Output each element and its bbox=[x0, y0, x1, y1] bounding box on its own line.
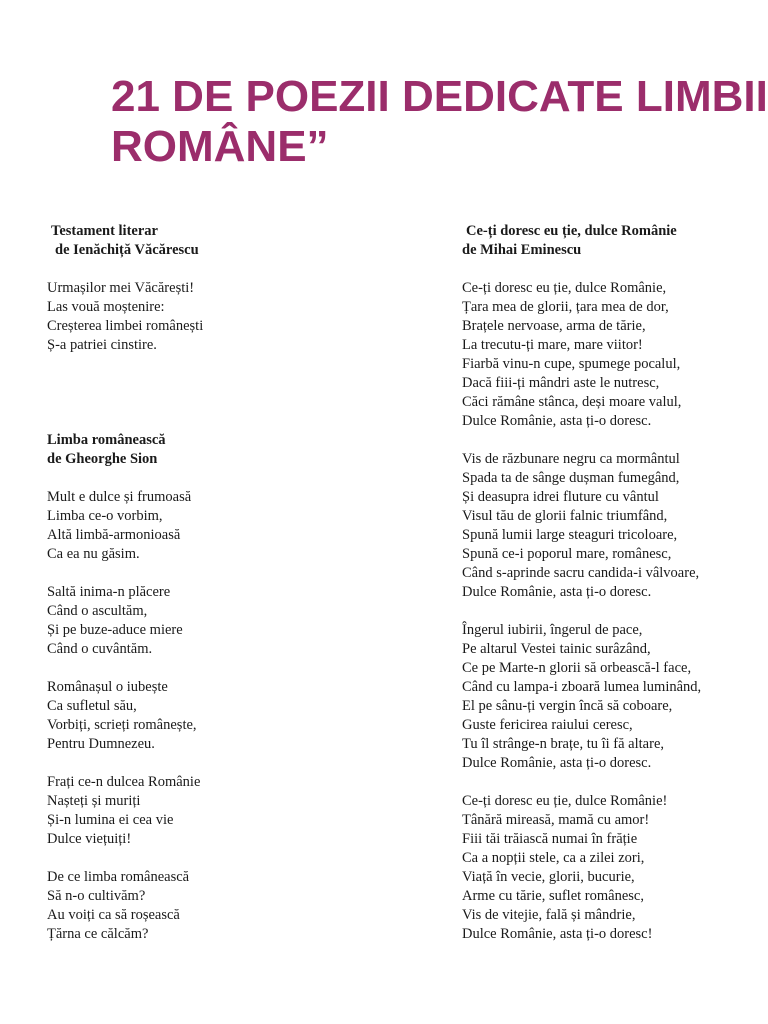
poem-heading bbox=[47, 222, 377, 260]
stanza bbox=[47, 678, 377, 754]
verse-line: Țara mea de glorii, țara mea de dor, bbox=[462, 299, 669, 315]
verse-line: Urmașilor mei Văcărești! bbox=[47, 280, 195, 296]
verse-line: Pe altarul Vestei tainic surâzând, bbox=[462, 641, 651, 657]
poem-heading bbox=[462, 222, 762, 260]
poem-title: Testament literar bbox=[51, 223, 158, 239]
verse-line: Dulce Românie, asta ți-o doresc! bbox=[462, 926, 653, 942]
verse-line: Brațele nervoase, arma de tărie, bbox=[462, 318, 646, 334]
verse-line: Tânără mireasă, mamă cu amor! bbox=[462, 812, 650, 828]
verse-line: Ș-a patriei cinstire. bbox=[47, 337, 157, 353]
verse-line: Tu îl strânge-n brațe, tu îi fă altare, bbox=[462, 736, 665, 752]
verse-line: Las vouă moștenire: bbox=[47, 299, 165, 315]
verse-line: Și pe buze-aduce miere bbox=[47, 622, 183, 638]
verse-line: El pe sânu-ți vergin încă să coboare, bbox=[462, 698, 673, 714]
verse-line: Guste fericirea raiului ceresc, bbox=[462, 717, 633, 733]
verse-line: Ce-ți doresc eu ție, dulce Românie! bbox=[462, 793, 668, 809]
stanza bbox=[47, 279, 377, 355]
right-column bbox=[462, 222, 762, 944]
verse-line: Când o cuvântăm. bbox=[47, 641, 153, 657]
stanza bbox=[462, 792, 762, 944]
verse-line: Limba ce-o vorbim, bbox=[47, 508, 163, 524]
verse-line: De ce limba românească bbox=[47, 869, 190, 885]
verse-line: Ca sufletul său, bbox=[47, 698, 137, 714]
verse-line: Dulce viețuiți! bbox=[47, 831, 132, 847]
verse-line: Dacă fiii-ți mândri aste le nutresc, bbox=[462, 375, 660, 391]
poem-ce-ti-doresc bbox=[462, 222, 762, 944]
verse-line: Și deasupra idrei fluture cu vântul bbox=[462, 489, 659, 505]
verse-line: Au voiți ca să roșească bbox=[47, 907, 180, 923]
stanza bbox=[462, 621, 762, 773]
verse-line: Mult e dulce și frumoasă bbox=[47, 489, 192, 505]
verse-line: Spada ta de sânge dușman fumegând, bbox=[462, 470, 680, 486]
verse-line: Spună ce-i poporul mare, românesc, bbox=[462, 546, 672, 562]
stanza bbox=[47, 773, 377, 849]
verse-line: Căci rămâne stânca, deși moare valul, bbox=[462, 394, 682, 410]
page-title bbox=[111, 72, 768, 172]
poem-author: de Ienăchiță Văcărescu bbox=[55, 242, 199, 258]
verse-line: Dulce Românie, asta ți-o doresc. bbox=[462, 584, 652, 600]
verse-line: Saltă inima-n plăcere bbox=[47, 584, 171, 600]
poem-title: Ce-ți doresc eu ție, dulce Românie bbox=[466, 223, 677, 239]
verse-line: Fiarbă vinu-n cupe, spumege pocalul, bbox=[462, 356, 681, 372]
poem-limba-romaneasca bbox=[47, 431, 377, 944]
verse-line: Ca a nopții stele, ca a zilei zori, bbox=[462, 850, 645, 866]
verse-line: Frați ce-n dulcea Românie bbox=[47, 774, 201, 790]
verse-line: Ce-ți doresc eu ție, dulce Românie, bbox=[462, 280, 667, 296]
verse-line: Nașteți și muriți bbox=[47, 793, 141, 809]
verse-line: Dulce Românie, asta ți-o doresc. bbox=[462, 755, 652, 771]
verse-line: Când o ascultăm, bbox=[47, 603, 148, 619]
verse-line: Arme cu tărie, suflet românesc, bbox=[462, 888, 644, 904]
stanza bbox=[47, 488, 377, 564]
verse-line: Românașul o iubește bbox=[47, 679, 168, 695]
stanza bbox=[462, 279, 762, 431]
verse-line: Și-n lumina ei cea vie bbox=[47, 812, 174, 828]
verse-line: Dulce Românie, asta ți-o doresc. bbox=[462, 413, 652, 429]
poem-author: de Gheorghe Sion bbox=[47, 451, 158, 467]
verse-line: Viață în vecie, glorii, bucurie, bbox=[462, 869, 635, 885]
verse-line: Ca ea nu găsim. bbox=[47, 546, 140, 562]
verse-line: Vis de vitejie, fală și mândrie, bbox=[462, 907, 636, 923]
verse-line: Pentru Dumnezeu. bbox=[47, 736, 155, 752]
verse-line: Îngerul iubirii, îngerul de pace, bbox=[462, 622, 643, 638]
verse-line: Vorbiți, scrieți românește, bbox=[47, 717, 197, 733]
verse-line: Fiii tăi trăiască numai în frăție bbox=[462, 831, 638, 847]
verse-line: Vis de răzbunare negru ca mormântul bbox=[462, 451, 680, 467]
verse-line: Să n-o cultivăm? bbox=[47, 888, 146, 904]
poem-testament-literar bbox=[47, 222, 377, 355]
verse-line: Visul tău de glorii falnic triumfând, bbox=[462, 508, 668, 524]
verse-line: Când cu lampa-i zboară lumea luminând, bbox=[462, 679, 702, 695]
left-column bbox=[47, 222, 377, 944]
page-title-line-2: ROMÂNE” bbox=[111, 122, 329, 171]
verse-line: Ce pe Marte-n glorii să orbească-l face, bbox=[462, 660, 692, 676]
verse-line: Spună lumii large steaguri tricoloare, bbox=[462, 527, 678, 543]
poem-title: Limba românească bbox=[47, 432, 166, 448]
verse-line: La trecutu-ți mare, mare viitor! bbox=[462, 337, 643, 353]
poem-heading bbox=[47, 431, 377, 469]
stanza bbox=[47, 583, 377, 659]
poem-author: de Mihai Eminescu bbox=[462, 242, 582, 258]
verse-line: Când s-aprinde sacru candida-i vâlvoare, bbox=[462, 565, 700, 581]
verse-line: Altă limbă-armonioasă bbox=[47, 527, 181, 543]
stanza bbox=[462, 450, 762, 602]
page-title-line-1: 21 DE POEZII DEDICATE LIMBII bbox=[111, 72, 768, 121]
stanza bbox=[47, 868, 377, 944]
verse-line: Țărna ce călcăm? bbox=[47, 926, 149, 942]
verse-line: Creșterea limbei românești bbox=[47, 318, 204, 334]
